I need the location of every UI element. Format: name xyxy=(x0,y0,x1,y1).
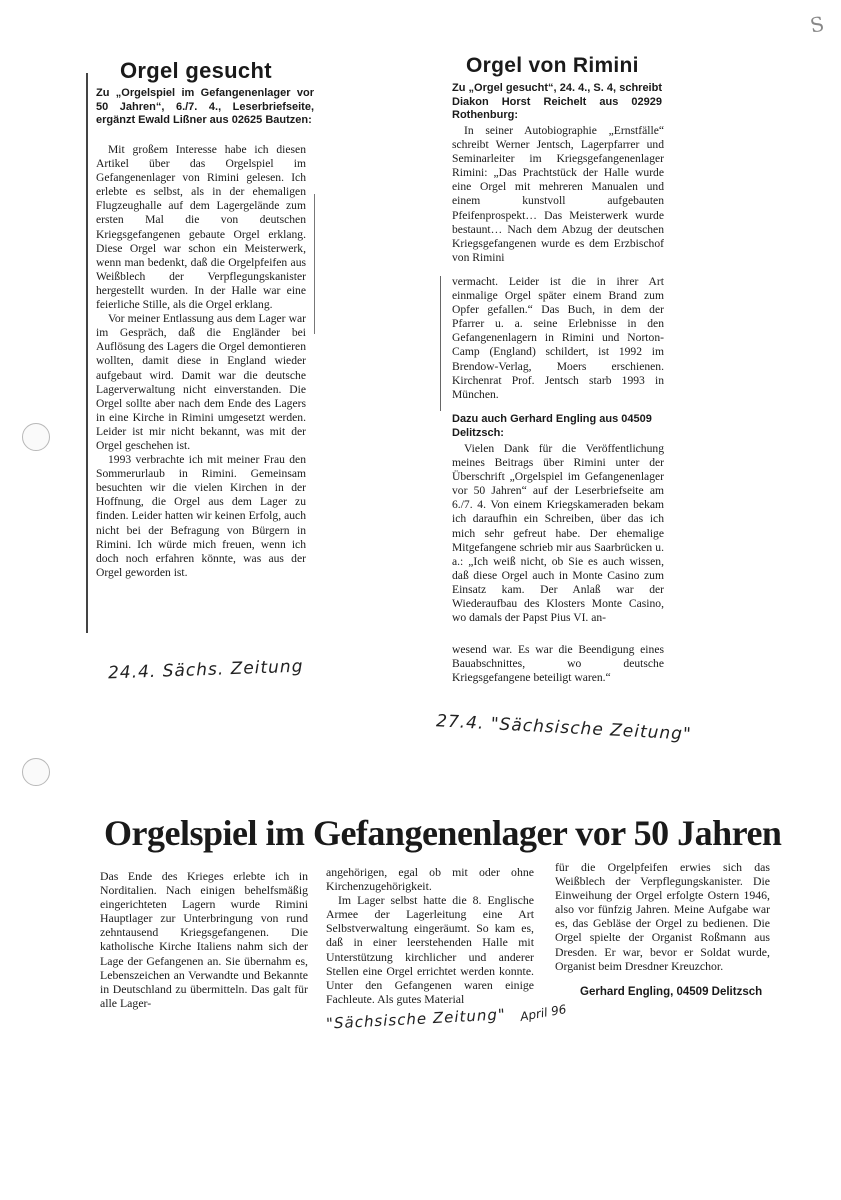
article1-paragraph: Mit großem Interesse habe ich diesen Artikel über das Orgelspiel im Gefangenenlager von Rimini gelesen. Ich erlebte es selbst, als in der ehemaligen Flugzeughalle auf dem Lagergelände zum ersten Mal die von deutschen Kriegsgefangenen gebaute Orgel erklang. Diese Orgel war schon ein Meisterwerk, wenn man bedenkt, daß die Orgelpfeifen aus Weißblech der Verpflegungskanister hergestellt wurden. In der Halle war eine feierliche Stille, als die Orgel erklang. xyxy=(96,143,306,312)
article2-paragraph4: wesend war. Es war die Beendigung eines Bauabschnittes, wo deutsche Kriegsgefangene beteiligt waren.“ xyxy=(452,643,664,685)
punch-hole-top xyxy=(22,423,50,451)
article3-column3: für die Orgelpfeifen erwies sich das Weißblech der Verpflegungskanister. Die Einweihung der Orgel erfolgte Ostern 1946, also vor fünfzig Jahren. Meine Aufgabe war es, das Gebläse der Orgel zu bedienen. Die Orgel spielte der Organist Roßmann aus Dresden. Er war, bevor er Soldat wurde, Organist beim Dresdner Kreuzchor. xyxy=(555,860,770,973)
article2-subhead: Dazu auch Gerhard Engling aus 04509 Delitzsch: xyxy=(452,413,652,439)
article3-handwritten-date: April 96 xyxy=(519,1002,568,1024)
article3-title: Orgelspiel im Gefangenenlager vor 50 Jahren xyxy=(104,813,782,853)
article3-column2-text: Im Lager selbst hatte die 8. Englische Armee der Lagerleitung eine Art Selbstverwaltung eingeräumt. So kam es, daß in einer leerstehenden Halle mit Unterstützung kirchlicher und anderer Stellen eine Orgel errichtet werden konnte. Unter den Gefangenen waren einige Fachleute. Als gutes Material xyxy=(326,893,534,1006)
clipping-edge-line xyxy=(86,73,88,633)
article1-handwritten-note: 24.4. Sächs. Zeitung xyxy=(107,656,304,684)
article1-lead: Zu „Orgelspiel im Gefangenenlager vor 50 Jahren“, 6./7. 4., Leserbriefseite, ergänzt Ewald Lißner aus 02625 Bautzen: xyxy=(96,87,314,126)
article1-paragraph: Vor meiner Entlassung aus dem Lager war im Gespräch, daß die Engländer bei Auflösung des Lagers die Orgel demontieren wollten, damit diese in England wieder aufgebaut wird. Damit war die deutsche Lagerverwaltung nicht einverstanden. Die Orgel sollte aber nach dem Ende des Lagers in eine Kirche in Rimini umgesetzt werden. Leider ist mir nicht bekannt, was mit der Orgel geschehen ist. xyxy=(96,312,306,452)
article2-paragraph3-block xyxy=(452,442,664,625)
article3-signature: Gerhard Engling, 04509 Delitzsch xyxy=(580,986,763,998)
article2-title: Orgel von Rimini xyxy=(466,54,639,77)
article2-paragraph1: In seiner Autobiographie „Ernstfälle“ schreibt Werner Jentsch, Lagerpfarrer und Seminarleiter im Kriegsgefangenenlager Rimini: „Das Prachtstück der Halle wurde eine Orgel mit mehreren Manualen und einem kunstvoll aufgebauten Pfeifenprospekt… Das Meisterwerk wurde bestaunt… Nach dem Abzug der deutschen Kriegsgefangenen wurde es dem Erzbischof von Rimini xyxy=(452,124,664,264)
article2-paragraph1-block xyxy=(452,124,664,265)
article1-paragraph: 1993 verbrachte ich mit meiner Frau den Sommerurlaub in Rimini. Gemeinsam besuchten wir die vielen Kirchen in der Hoffnung, die Orgel aus dem Lager zu finden. Leider hatten wir keinen Erfolg, auch nicht bei der Befragung von Bürgern in Rimini. Ich würde mich freuen, wenn ich doch noch erfahren könnte, was aus der Orgel geworden ist. xyxy=(96,453,306,579)
clipping-edge-line-2 xyxy=(440,276,441,411)
article3-column2-text: angehörigen, egal ob mit oder ohne Kirchenzugehörigkeit. xyxy=(326,865,534,894)
corner-mark: S xyxy=(808,11,826,38)
article3-column2 xyxy=(326,865,534,1006)
article1-title: Orgel gesucht xyxy=(120,58,272,83)
article1-body xyxy=(96,143,306,580)
article2-paragraph3: Vielen Dank für die Veröffentlichung meines Beitrags über Rimini unter der Überschrift „Orgelspiel im Gefangenenlager vor 50 Jahren“ auf der Leserbriefseite am 6./7. 4. Von einem Kriegskameraden bekam ich daraufhin ein Schreiben, über das ich mich sehr gefreut habe. Der ehemalige Mitgefangene schrieb mir aus Saarbrücken u. a.: „Ich weiß nicht, ob Sie es auch wissen, daß diese Orgel auch in Monte Casino zum Einsatz kam. Der Anlaß war der Wiederaufbau des Klosters Monte Casino, wo damals der Papst Pius VI. an- xyxy=(452,442,664,625)
punch-hole-bottom xyxy=(22,758,50,786)
article3-handwritten-note: "Sächsische Zeitung" xyxy=(325,1005,507,1033)
article2-lead: Zu „Orgel gesucht“, 24. 4., S. 4, schreibt Diakon Horst Reichelt aus 02929 Rothenburg: xyxy=(452,82,662,121)
article2-paragraph2: vermacht. Leider ist die in ihrer Art einmalige Orgel später einem Brand zum Opfer gefallen.“ Das Buch, in dem der Pfarrer u. a. seine Erlebnisse in den Gefangenenlagern in Rimini und Norton-Camp (England) schildert, ist 1992 im Brendow-Verlag, Moers erschienen. Kirchenrat Prof. Jentsch starb 1993 in München. xyxy=(452,275,664,401)
article3-column1: Das Ende des Krieges erlebte ich in Norditalien. Nach einigen behelfsmäßig eingerichteten Lagern wurde Rimini Hauptlager zur Unterbringung von rund zehntausend Kriegsgefangenen. Die katholische Kirche Italiens nahm sich der Lage der Gefangenen an. Sie übernahm es, Lebenszeichen an Verwandte und Bekannte in Deutschland zu übermitteln. Das galt für alle Lager- xyxy=(100,869,308,1010)
margin-mark-line xyxy=(314,194,315,334)
article2-handwritten-note: 27.4. "Sächsische Zeitung" xyxy=(435,711,693,745)
